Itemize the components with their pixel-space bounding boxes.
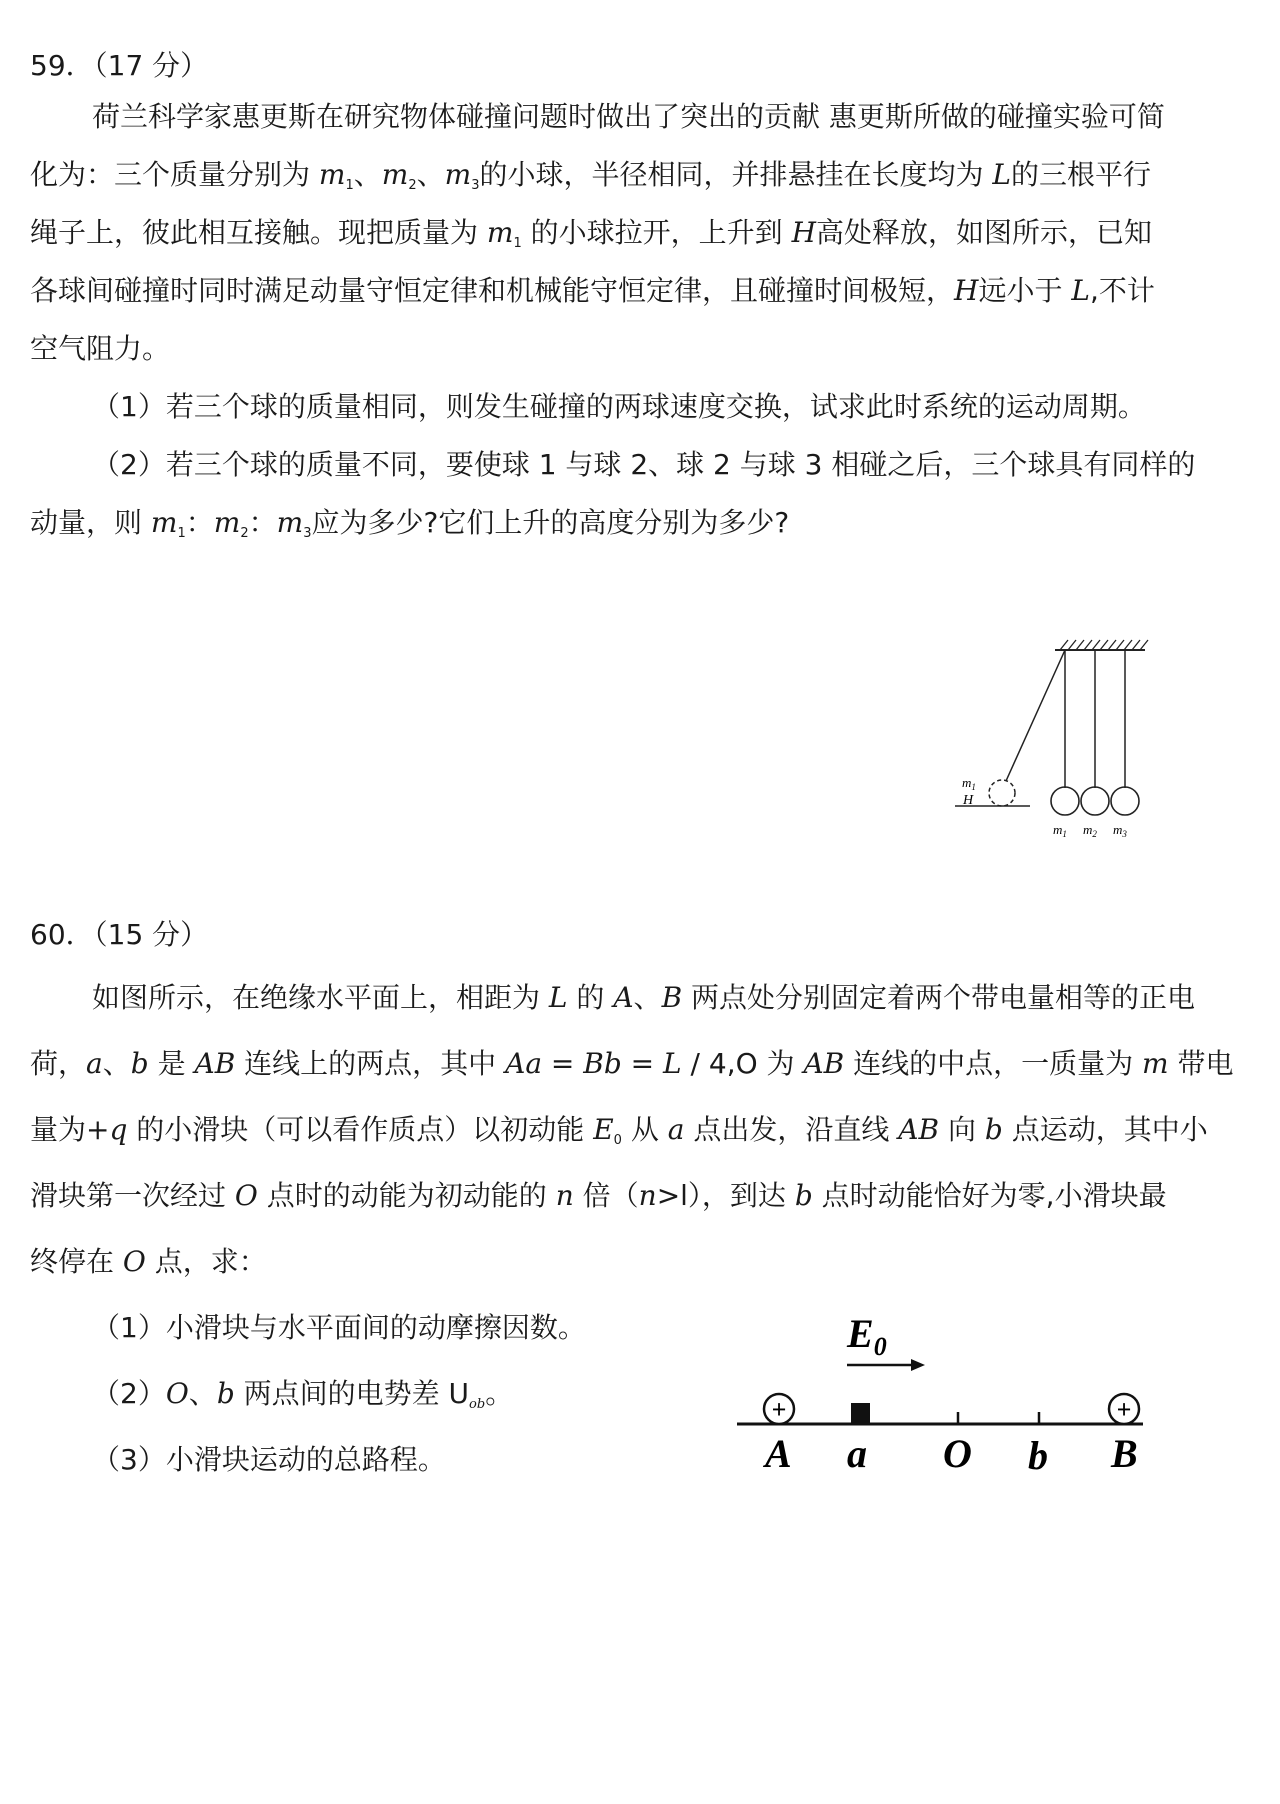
q59-heading: 59．（17 分） (30, 49, 209, 82)
plus-icon-B: + (1116, 1395, 1132, 1424)
velocity-arrow-head (911, 1359, 925, 1371)
q60-para-line-5: 终停在 O 点，求： (30, 1245, 267, 1278)
q59-para-line-3: 绳子上，彼此相互接触。现把质量为 $m_1$ 的小球拉开，上升到 H高处释放，如图所示，已知 (30, 216, 1152, 251)
q60-para-line-2: 荷，a、b 是 AB 连线上的两点，其中 Aa = Bb = L / 4,O 为 AB 连线的中点，一质量为 m 带电 (30, 1047, 1234, 1080)
charges-figure (725, 1305, 1165, 1480)
label-A: A (765, 1431, 792, 1476)
q60-heading: 60．（15 分） (30, 918, 209, 951)
q59-para-line-5: 空气阻力。 (30, 332, 171, 365)
label-m1: $m_1$ (1053, 822, 1067, 839)
label-a: a (847, 1431, 867, 1476)
q59-para-line-4: 各球间碰撞时同时满足动量守恒定律和机械能守恒定律，且碰撞时间极短，H远小于 L,不计 (30, 274, 1155, 307)
q60-para-line-4: 滑块第一次经过 O 点时的动能为初动能的 n 倍（n>l），到达 b 点时动能恰好为零,小滑块最 (30, 1179, 1167, 1212)
q59-para-line-1: 荷兰科学家惠更斯在研究物体碰撞问题时做出了突出的贡献 惠更斯所做的碰撞实验可简 (92, 100, 1165, 133)
label-E0: $E_0$ (847, 1311, 887, 1361)
label-B: B (1111, 1431, 1138, 1476)
ball-m2 (1081, 787, 1109, 815)
slider-block (851, 1403, 870, 1424)
ball-m3 (1111, 787, 1139, 815)
pulled-string (1006, 650, 1065, 781)
q59-subquestion-2-line-2: 动量，则 $m_1$：$m_2$：$m_3$应为多少?它们上升的高度分别为多少? (30, 506, 790, 541)
plus-icon-A: + (771, 1395, 787, 1424)
q60-subquestion-1: （1）小滑块与水平面间的动摩擦因数。 (92, 1311, 586, 1344)
q60-subquestion-2: （2）O、b 两点间的电势差 $U_{ob}$。 (92, 1377, 514, 1412)
label-O: O (943, 1431, 972, 1476)
label-b: b (1028, 1433, 1048, 1478)
q59-para-line-2: 化为：三个质量分别为 $m_1$、$m_2$、$m_3$的小球，半径相同，并排悬挂在长度均为 L的三根平行 (30, 158, 1151, 193)
pendulum-figure (950, 635, 1170, 850)
q59-subquestion-2-line-1: （2）若三个球的质量不同，要使球 1 与球 2、球 2 与球 3 相碰之后，三个球具有同样的 (92, 448, 1196, 481)
q60-para-line-3: 量为+q 的小滑块（可以看作质点）以初动能 $E_0$ 从 a 点出发，沿直线 AB 向 b 点运动，其中小 (30, 1113, 1208, 1148)
label-H: H (963, 793, 974, 808)
ceiling-hatching (1060, 640, 1148, 650)
ball-m1 (1051, 787, 1079, 815)
q60-subquestion-3: （3）小滑块运动的总路程。 (92, 1443, 446, 1476)
label-m3: $m_3$ (1113, 822, 1127, 839)
q59-subquestion-1: （1）若三个球的质量相同，则发生碰撞的两球速度交换，试求此时系统的运动周期。 (92, 390, 1146, 423)
label-m2: $m_2$ (1083, 822, 1097, 839)
label-m1-raised: $m_1$ (962, 775, 976, 792)
released-ball-m1 (989, 780, 1015, 806)
q60-para-line-1: 如图所示，在绝缘水平面上，相距为 L 的 A、B 两点处分别固定着两个带电量相等的正电 (92, 981, 1196, 1014)
